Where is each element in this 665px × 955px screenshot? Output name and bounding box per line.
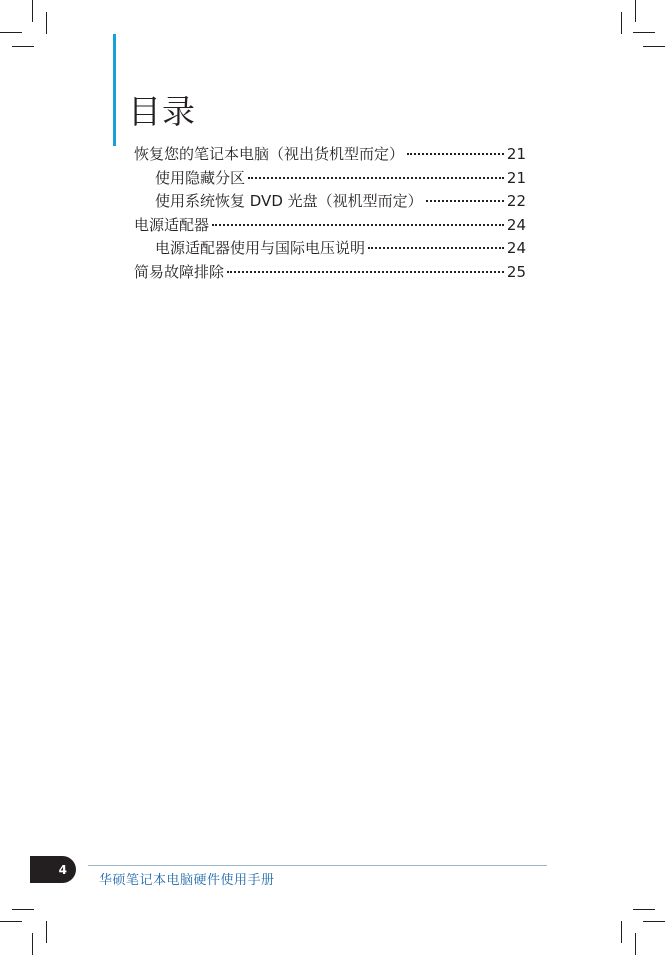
toc-entry-page: 25 [506,262,526,281]
footer-divider [88,865,547,866]
toc-entry-title: 使用隐藏分区 [155,168,246,187]
toc-entry-page: 24 [506,239,526,257]
crop-mark [621,12,622,34]
accent-bar [113,34,116,146]
toc-entry[interactable] [134,190,526,214]
crop-mark [12,46,34,47]
toc-entry-title: 使用系统恢复 DVD 光盘（视机型而定） [155,192,423,210]
toc-leader [227,270,504,273]
toc-entry[interactable] [134,143,526,167]
crop-mark [46,12,47,34]
toc-leader [212,223,504,226]
page-number-badge [30,856,76,883]
crop-mark [633,32,655,33]
toc-leader [248,176,504,179]
crop-mark [12,909,34,910]
toc-leader [426,199,504,202]
toc-leader [368,246,504,249]
toc-entry[interactable] [134,214,526,238]
crop-mark [621,921,622,943]
toc-entry-title: 恢复您的笔记本电脑（视出货机型而定） [134,145,405,163]
toc-entry-title: 简易故障排除 [134,262,225,281]
toc-leader [407,152,504,155]
toc-entry-page: 21 [506,168,526,187]
crop-mark [643,921,665,922]
toc-entry-page: 24 [506,215,526,234]
crop-mark [0,921,22,922]
toc-entry[interactable] [134,261,526,285]
page-number: 4 [58,862,67,877]
crop-mark [32,0,33,22]
table-of-contents [134,143,526,284]
manual-title: 华硕笔记本电脑硬件使用手册 [99,873,275,888]
page-title: 目录 [128,92,196,131]
toc-entry[interactable] [134,237,526,261]
toc-entry-title: 电源适配器 [134,215,210,234]
crop-mark [635,0,636,22]
toc-entry-page: 21 [506,145,526,163]
toc-entry-title: 电源适配器使用与国际电压说明 [155,239,366,257]
crop-mark [633,909,655,910]
crop-mark [32,933,33,955]
crop-mark [0,32,22,33]
toc-entry[interactable] [134,167,526,191]
crop-mark [46,921,47,943]
crop-mark [643,46,665,47]
crop-mark [635,933,636,955]
toc-entry-page: 22 [506,192,526,210]
